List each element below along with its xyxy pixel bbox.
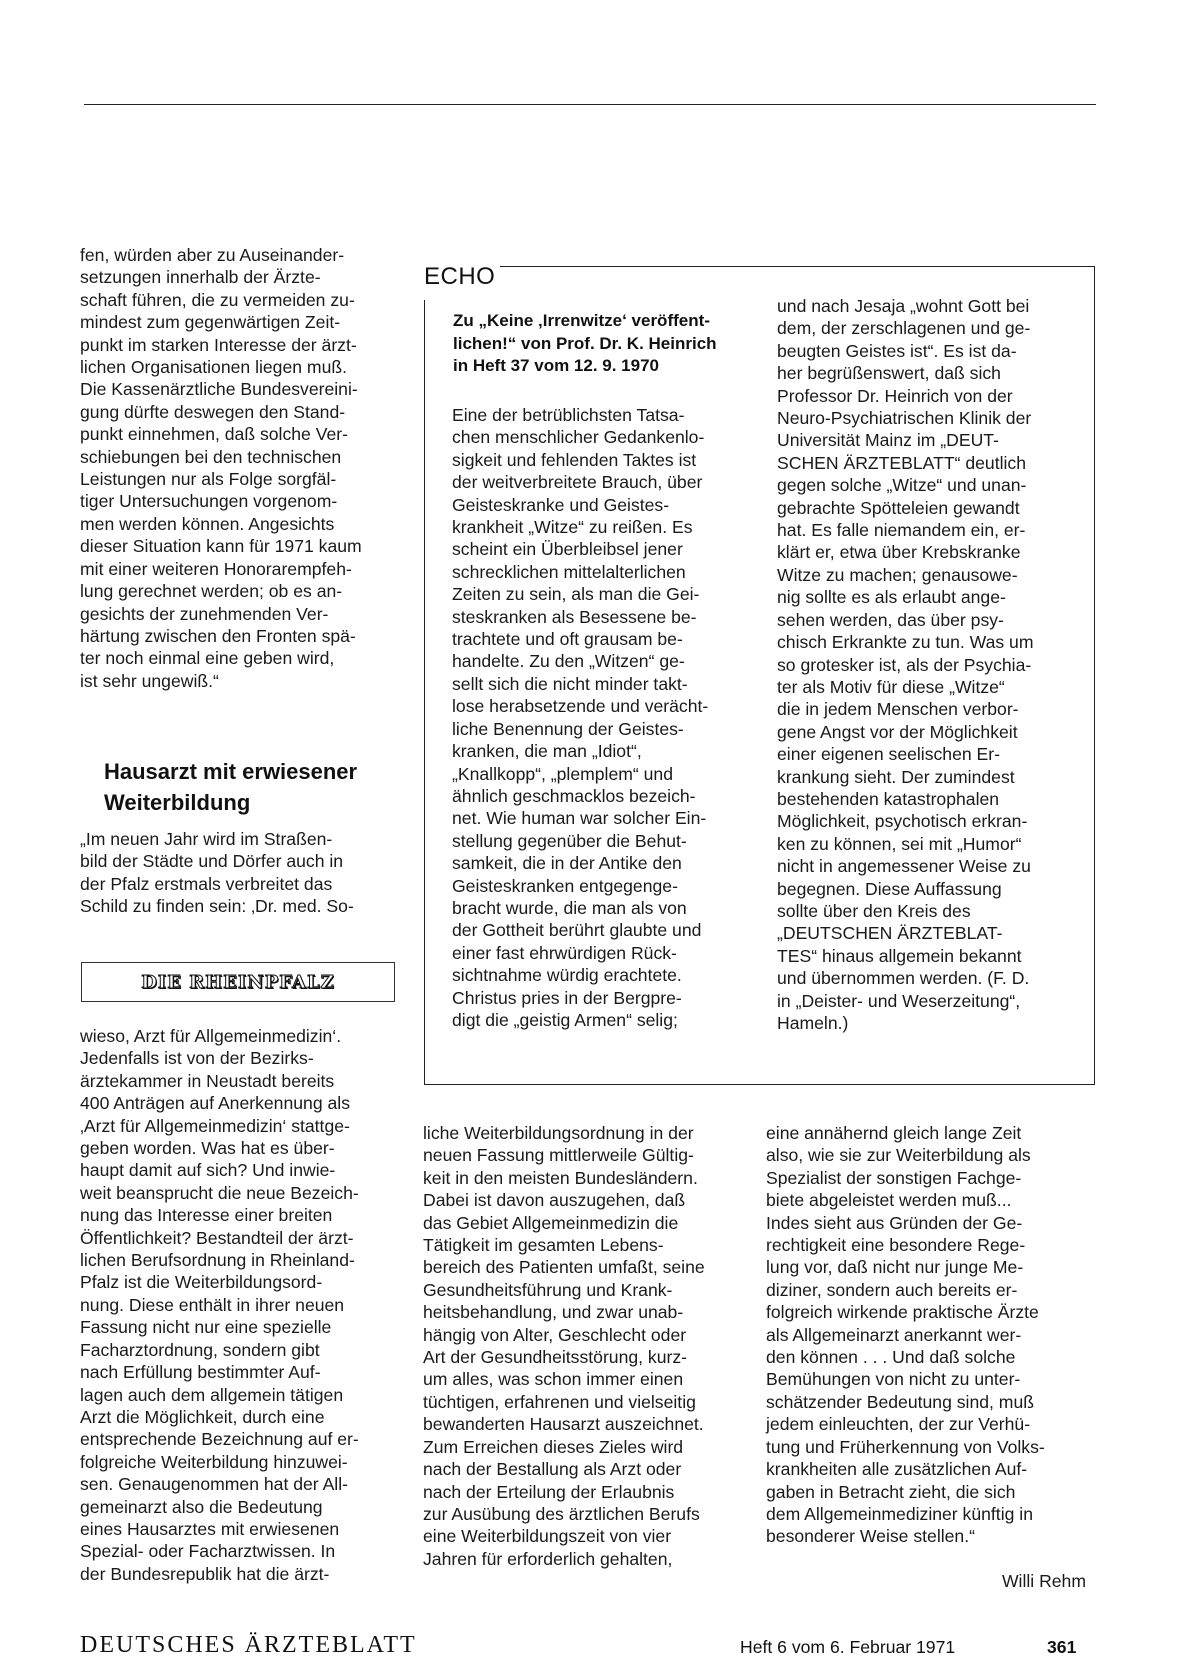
section-heading: Hausarzt mit erwiesener Weiterbildung (104, 759, 358, 815)
left-column-continued (80, 1025, 394, 1585)
footer-issue: Heft 6 vom 6. Februar 1971 (740, 1637, 956, 1657)
article-continuation-text: fen, würden aber zu Auseinander- setzungen innerhalb der Ärzte- schaft führen, die zu vermeiden zu- mindest zum gegenwärtigen Zeit- punkt im starken Interesse der ärzt- lichen Organisationen liegen muß. Die Kassenärztliche Bundesvereini- gung dürfte deswegen den Stand- punkt einnehmen, daß solche Ver- schiebungen bei den technischen Leistungen nur als Folge sorgfäl- tiger Untersuchungen vorgenom- men werden können. Angesichts dieser Situation kann für 1971 kaum mit einer weiteren Honorarempfeh- lung gerechnet werden; ob es an- gesichts der zunehmenden Ver- härtung zwischen den Fronten spä- ter noch einmal eine geben wird, ist sehr ungewiß.“ (80, 245, 362, 691)
echo-column-2 (777, 295, 1069, 1034)
page-number: 361 (1047, 1637, 1077, 1657)
author-signature: Willi Rehm (1001, 1571, 1086, 1591)
bottom-column-2 (766, 1122, 1086, 1548)
bottom-text-1: liche Weiterbildungsordnung in der neuen Fassung mittlerweile Gültig- keit in den meisten Bundesländern. Dabei ist davon auszugehen, daß das Gebiet Allgemeinmedizin die Tätigkeit im gesamten Lebens- bereich des Patienten umfaßt, seine Gesundheitsführung und Krank- heitsbehandlung, und zwar unab- hängig von Alter, Geschlecht oder Art der Gesundheitsstörung, kurz- um alles, was schon immer einen tüchtigen, erfahrenen und vielseitig bewanderten Hausarzt auszeichnet. Zum Erreichen dieses Zieles wird nach der Bestallung als Arzt oder nach der Erteilung der Erlaubnis zur Ausübung des ärztlichen Berufs eine Weiterbildungszeit von vier Jahren für erforderlich gehalten, (423, 1123, 705, 1569)
echo-box-right-border (1094, 266, 1095, 1084)
echo-heading: Zu „Keine ‚Irrenwitze‘ veröffent- lichen!“ von Prof. Dr. K. Heinrich in Heft 37 vom 12. 9. 1970 (453, 311, 717, 375)
bottom-text-2: eine annähernd gleich lange Zeit also, wie sie zur Weiterbildung als Spezialist der sonstigen Fachge- biete abgeleistet werden muß... Indes sieht aus Gründen der Ge- rechtigkeit eine besondere Rege- lung vor, daß nicht nur junge Me- diziner, sondern auch bereits er- folgreich wirkende praktische Ärzte als Allgemeinarzt anerkannt wer- den können . . . Und daß solche Bemühungen von nicht zu unter- schätzender Bedeutung sind, muß jedem einleuchten, der zur Verhü- tung und Früherkennung von Volks- krankheiten alle zusätzlichen Auf- gaben in Betracht zieht, die sich dem Allgemeinmediziner künftig in besonderer Weise stellen.“ (766, 1123, 1045, 1547)
section-continued-text: wieso, Arzt für Allgemeinmedizin‘. Jedenfalls ist von der Bezirks- ärztekammer in Neustadt bereits 400 Anträgen auf Anerkennung als ‚Arzt für Allgemeinmedizin‘ stattge- geben worden. Was hat es über- haupt damit auf sich? Und inwie- weit beansprucht die neue Bezeich- nung das Interesse einer breiten Öffentlichkeit? Bestandteil der ärzt- lichen Berufsordnung in Rheinland- Pfalz ist die Weiterbildungsord- nung. Diese enthält in ihrer neuen Fassung nicht nur eine spezielle Facharztordnung, sondern gibt nach Erfüllung bestimmter Auf- lagen auch dem allgemein tätigen Arzt die Möglichkeit, durch eine entsprechende Bezeichnung auf er- folgreiche Weiterbildung hinzuwei- sen. Genaugenommen hat der All- gemeinarzt also die Bedeutung eines Hausarztes mit erwiesenen Spezial- oder Facharztwissen. In der Bundesrepublik hat die ärzt- (80, 1026, 359, 1584)
rheinpfalz-logo: DIE RHEINPFALZ (141, 971, 335, 993)
top-rule (84, 104, 1096, 105)
echo-box-left-border (424, 300, 425, 1084)
echo-text-2: und nach Jesaja „wohnt Gott bei dem, der zerschlagenen und ge- beugten Geistes ist“. Es ist da- her begrüßenswert, daß sich Professor Dr. Heinrich von der Neuro-Psychiatrischen Klinik der Universität Mainz im „DEUT- SCHEN ÄRZTEBLATT“ deutlich gegen solche „Witze“ und unan- gebrachte Spötteleien gewandt hat. Es falle niemandem ein, er- klärt er, etwa über Krebskranke Witze zu machen; genausowe- nig sollte es als erlaubt ange- sehen werden, das über psy- chisch Erkrankte zu tun. Was um so grotesker ist, als der Psychia- ter als Motiv für diese „Witze“ die in jedem Menschen verbor- gene Angst vor der Möglichkeit einer eigenen seelischen Er- krankung sieht. Der zumindest bestehenden katastrophalen Möglichkeit, psychotisch erkran- ken zu können, sei mit „Humor“ nicht in angemessener Weise zu begegnen. Diese Auffassung sollte über den Kreis des „DEUTSCHEN ÄRZTEBLAT- TES“ hinaus allgemein bekannt und übernommen werden. (F. D. in „Deister- und Weserzeitung“, Hameln.) (777, 296, 1034, 1033)
echo-label: ECHO (424, 264, 499, 290)
echo-box-top-border (500, 266, 1094, 267)
left-column-top (80, 244, 394, 692)
left-column-intro (80, 828, 394, 918)
section-intro-text: „Im neuen Jahr wird im Straßen- bild der Städte und Dörfer auch in der Pfalz erstmals verbreitet das Schild zu finden sein: ‚Dr. med. So- (80, 829, 354, 917)
echo-box-bottom-border (424, 1084, 1095, 1085)
bottom-column-1 (423, 1122, 740, 1570)
source-logo-box (81, 962, 395, 1002)
echo-text-1: Eine der betrüblichsten Tatsa- chen menschlicher Gedankenlo- sigkeit und fehlenden Taktes ist der weitverbreitete Brauch, über Geisteskranke und Geistes- krankheit „Witze“ zu reißen. Es scheint ein Überbleibsel jener schrecklichen mittelalterlichen Zeiten zu sein, als man die Gei- steskranken als Besessene be- trachtete und oft grausam be- handelte. Zu den „Witzen“ ge- sellt sich die nicht minder takt- lose herabsetzende und verächt- liche Benennung der Geistes- kranken, die man „Idiot“, „Knallkopp“, „plemplem“ und ähnlich geschmacklos bezeich- net. Wie human war solcher Ein- stellung gegenüber die Behut- samkeit, die in der Antike den Geisteskranken entgegenge- bracht wurde, die man als von der Gottheit berührt glaubte und einer fast ehrwürdigen Rück- sichtnahme würdig erachtete. Christus pries in der Bergpre- digt die „geistig Armen“ selig; (452, 405, 709, 1030)
footer-journal-title: DEUTSCHES ÄRZTEBLATT (80, 1632, 417, 1658)
echo-column-1 (452, 404, 754, 1031)
